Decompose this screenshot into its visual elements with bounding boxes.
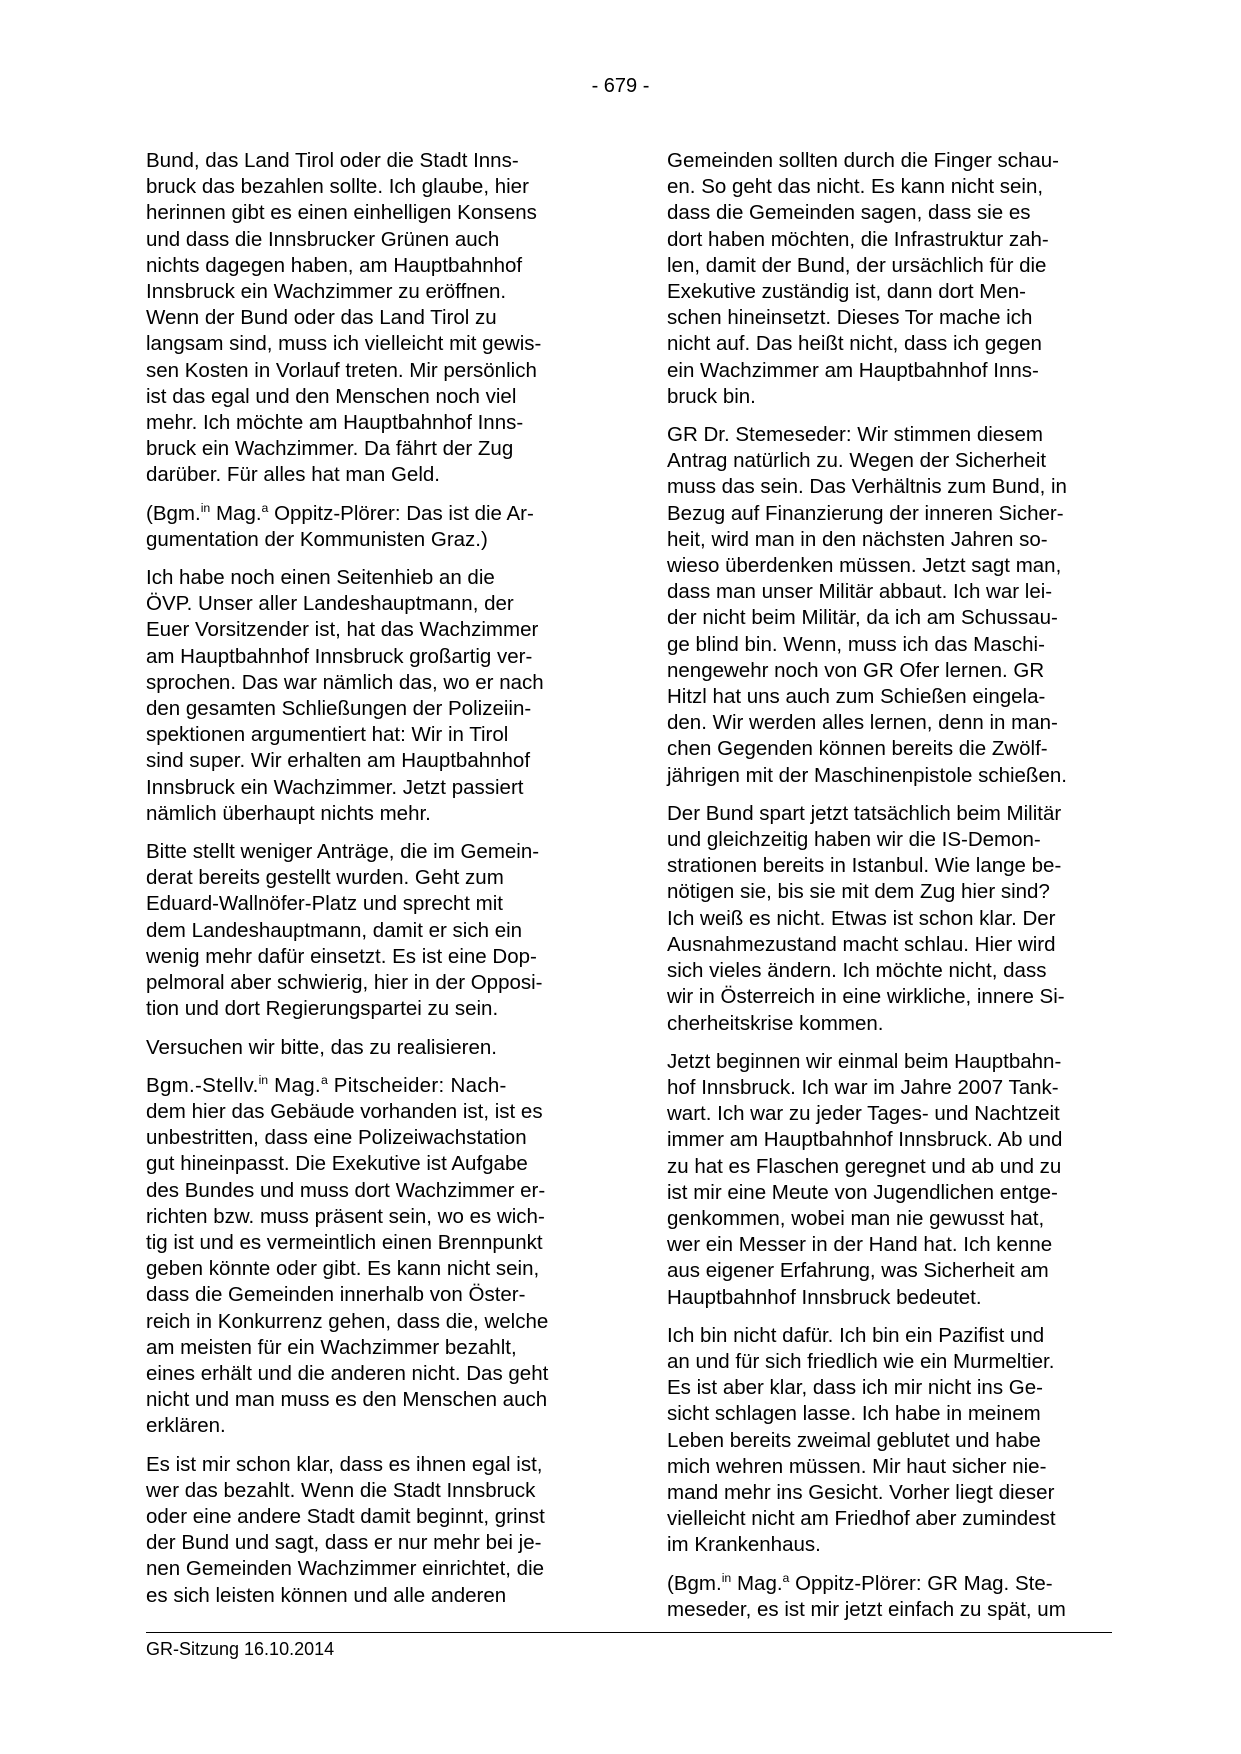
text-line: aus eigener Erfahrung, was Sicherheit am xyxy=(667,1259,1049,1283)
text-line: wer das bezahlt. Wenn die Stadt Innsbruck xyxy=(146,1478,536,1502)
text-line: und dass die Innsbrucker Grünen auch xyxy=(146,227,500,251)
text-line: nicht und man muss es den Menschen auch xyxy=(146,1388,548,1412)
text-line: Jetzt beginnen wir einmal beim Hauptbahn- xyxy=(667,1049,1062,1073)
text-line: spektionen argumentiert hat: Wir in Tirol xyxy=(146,723,509,747)
text-line: Wenn der Bund oder das Land Tirol zu xyxy=(146,306,497,330)
text-line: oder eine andere Stadt damit beginnt, grinst xyxy=(146,1504,545,1528)
text-line: chen Gegenden können bereits die Zwölf- xyxy=(667,737,1048,761)
text-line: mand mehr ins Gesicht. Vorher liegt dieser xyxy=(667,1480,1055,1504)
text-line: Innsbruck ein Wachzimmer. Jetzt passiert xyxy=(146,775,524,799)
interjection-paragraph: (Bgm.$^{in}$ Mag.$^a$ Oppitz-Plörer: GR Mag. Ste- meseder, es ist mir jetzt einfach zu spät, um xyxy=(667,1570,1066,1621)
page-number: - 679 - xyxy=(591,75,650,97)
text-line: schen hineinsetzt. Dieses Tor mache ich xyxy=(667,306,1033,330)
paragraph xyxy=(146,565,586,827)
text-line: nicht auf. Das heißt nicht, dass ich gegen xyxy=(667,332,1042,356)
text-line: herinnen gibt es einen einhelligen Konsens xyxy=(146,201,537,225)
text-line: den gesamten Schließungen der Polizeiin- xyxy=(146,697,532,721)
text-line: strationen bereits in Istanbul. Wie lange be- xyxy=(667,854,1062,878)
text-line: ist das egal und den Menschen noch viel xyxy=(146,384,517,408)
text-line: der nicht beim Militär, da ich am Schussau- xyxy=(667,606,1058,630)
text-line: Euer Vorsitzender ist, hat das Wachzimmer xyxy=(146,618,539,642)
text-line: hof Innsbruck. Ich war im Jahre 2007 Tank- xyxy=(667,1075,1059,1099)
text-line: tig ist und es vermeintlich einen Brennpunkt xyxy=(146,1230,543,1254)
text-line: wieso überdenken müssen. Jetzt sagt man, xyxy=(667,554,1062,578)
text-line: derat bereits gestellt wurden. Geht zum xyxy=(146,866,504,890)
text-line: dass die Gemeinden sagen, dass sie es xyxy=(667,201,1031,225)
text-line: bruck das bezahlen sollte. Ich glaube, hier xyxy=(146,175,529,199)
text-line: geben könnte oder gibt. Es kann nicht sein, xyxy=(146,1257,540,1281)
text-line: unbestritten, dass eine Polizeiwachstation xyxy=(146,1126,527,1150)
text-line: ÖVP. Unser aller Landeshauptmann, der xyxy=(146,592,514,616)
text-line: nen Gemeinden Wachzimmer einrichtet, die xyxy=(146,1557,545,1581)
text-line: dass man unser Militär abbaut. Ich war lei- xyxy=(667,580,1053,604)
text-line: Exekutive zuständig ist, dann dort Men- xyxy=(667,280,1026,304)
text-line: den. Wir werden alles lernen, denn in man- xyxy=(667,711,1058,735)
text-line: jährigen mit der Maschinenpistole schießen. xyxy=(667,763,1067,787)
right-column xyxy=(667,148,1107,1635)
text-line: gut hineinpasst. Die Exekutive ist Aufgabe xyxy=(146,1152,528,1176)
text-line: tion und dort Regierungspartei zu sein. xyxy=(146,997,499,1021)
text-line: Bund, das Land Tirol oder die Stadt Inns- xyxy=(146,149,519,172)
text-line: wer ein Messer in der Hand hat. Ich kenne xyxy=(667,1233,1053,1257)
text-line: pelmoral aber schwierig, hier in der Opposi- xyxy=(146,971,543,995)
text-line: dem hier das Gebäude vorhanden ist, ist es xyxy=(146,1099,543,1123)
text-line: nengewehr noch von GR Ofer lernen. GR xyxy=(667,658,1045,682)
text-line: Ich habe noch einen Seitenhieb an die xyxy=(146,566,495,590)
text-line: im Krankenhaus. xyxy=(667,1533,821,1557)
text-line: mich wehren müssen. Mir haut sicher nie- xyxy=(667,1454,1047,1478)
text-line: mehr. Ich möchte am Hauptbahnhof Inns- xyxy=(146,411,524,435)
paragraph xyxy=(146,1035,586,1061)
text-line: Antrag natürlich zu. Wegen der Sicherheit xyxy=(667,449,1047,473)
text-line: nichts dagegen haben, am Hauptbahnhof xyxy=(146,253,523,277)
text-line: Gemeinden sollten durch die Finger schau- xyxy=(667,149,1059,172)
text-line: bruck bin. xyxy=(667,384,756,408)
interjection-paragraph: (Bgm.$^{in}$ Mag.$^a$ Oppitz-Plörer: Das ist die Ar- gumentation der Kommunisten Graz.) xyxy=(146,500,534,551)
text-line: sind super. Wir erhalten am Hauptbahnhof xyxy=(146,749,531,773)
footer-rule xyxy=(146,1632,1112,1633)
text-line: es sich leisten können und alle anderen xyxy=(146,1583,507,1607)
text-line: Innsbruck ein Wachzimmer zu eröffnen. xyxy=(146,280,507,304)
text-line: dem Landeshauptmann, damit er sich ein xyxy=(146,918,523,942)
text-line: Versuchen wir bitte, das zu realisieren. xyxy=(146,1035,497,1059)
text-line: des Bundes und muss dort Wachzimmer er- xyxy=(146,1178,546,1202)
text-line: sen Kosten in Vorlauf treten. Mir persönlich xyxy=(146,358,537,382)
text-line: wir in Österreich in eine wirkliche, innere Si- xyxy=(667,985,1065,1009)
text-line: nämlich überhaupt nichts mehr. xyxy=(146,801,431,825)
text-line: Bezug auf Finanzierung der inneren Sicher- xyxy=(667,501,1064,525)
paragraph xyxy=(667,801,1107,1037)
text-line: Ich bin nicht dafür. Ich bin ein Pazifist und xyxy=(667,1323,1045,1347)
text-line: Hauptbahnhof Innsbruck bedeutet. xyxy=(667,1285,982,1309)
text-line: dort haben möchten, die Infrastruktur zah- xyxy=(667,227,1049,251)
text-line: an und für sich friedlich wie ein Murmeltier. xyxy=(667,1349,1055,1373)
text-line: cherheitskrise kommen. xyxy=(667,1011,884,1035)
speaker-paragraph xyxy=(667,422,1107,789)
text-line: wenig mehr dafür einsetzt. Es ist eine Dop- xyxy=(146,944,537,968)
text-line: sicht schlagen lasse. Ich habe in meinem xyxy=(667,1402,1041,1426)
text-line: wart. Ich war zu jeder Tages- und Nachtzeit xyxy=(667,1102,1060,1126)
text-line: sich vieles ändern. Ich möchte nicht, dass xyxy=(667,959,1047,983)
left-column xyxy=(146,148,586,1621)
paragraph xyxy=(146,839,586,1022)
text-line: ge blind bin. Wenn, muss ich das Maschi- xyxy=(667,632,1045,656)
text-line: genkommen, wobei man nie gewusst hat, xyxy=(667,1206,1045,1230)
text-line: immer am Hauptbahnhof Innsbruck. Ab und xyxy=(667,1128,1063,1152)
text-line: Ich weiß es nicht. Etwas ist schon klar. Der xyxy=(667,906,1056,930)
text-line: GR Dr. Stemeseder: Wir stimmen diesem xyxy=(667,423,1043,447)
paragraph xyxy=(146,1452,586,1609)
text-line: len, damit der Bund, der ursächlich für die xyxy=(667,253,1047,277)
text-line: erklären. xyxy=(146,1414,226,1438)
text-line: Es ist mir schon klar, dass es ihnen egal ist, xyxy=(146,1452,543,1476)
text-line: sprochen. Das war nämlich das, wo er nach xyxy=(146,670,544,694)
text-line: richten bzw. muss präsent sein, wo es wich- xyxy=(146,1204,545,1228)
text-line: Hitzl hat uns auch zum Schießen eingela- xyxy=(667,685,1046,709)
text-line: en. So geht das nicht. Es kann nicht sein, xyxy=(667,175,1044,199)
text-line: darüber. Für alles hat man Geld. xyxy=(146,463,440,487)
text-line: Eduard-Wallnöfer-Platz und sprecht mit xyxy=(146,892,503,916)
text-line: ist mir eine Meute von Jugendlichen entge- xyxy=(667,1180,1058,1204)
text-line: heit, wird man in den nächsten Jahren so- xyxy=(667,527,1048,551)
paragraph xyxy=(667,148,1107,410)
text-line: Es ist aber klar, dass ich mir nicht ins Ge- xyxy=(667,1376,1043,1400)
text-line: Leben bereits zweimal geblutet und habe xyxy=(667,1428,1041,1452)
text-line: muss das sein. Das Verhältnis zum Bund, in xyxy=(667,475,1067,499)
text-line: reich in Konkurrenz gehen, dass die, welche xyxy=(146,1309,549,1333)
text-line: bruck ein Wachzimmer. Da fährt der Zug xyxy=(146,437,514,461)
text-line: und gleichzeitig haben wir die IS-Demon- xyxy=(667,828,1041,852)
footer-text: GR-Sitzung 16.10.2014 xyxy=(146,1639,335,1659)
speaker-paragraph: Bgm.-Stellv.$^{in}$ Mag.$^a$ Pitscheider: Nach- dem hier das Gebäude vorhanden ist, ist es unbestritten, dass eine Polizeiwachstation gut hineinpasst. Die Exekutive ist Aufgabe des Bundes und muss dort Wachzimmer er- richten bzw. muss präsent sein, wo es wich- tig ist und es vermeintlich einen Brennpunkt geben könnte oder gibt. Es kann nicht sein, dass die Gemeinden innerhalb von Öster- reich in Konkurrenz gehen, dass die, welche am meisten für ein Wachzimmer bezahlt, eines erhält und die anderen nicht. Das geht nicht und man muss es den Menschen auch erklären. xyxy=(146,1073,586,1440)
text-line: zu hat es Flaschen geregnet und ab und zu xyxy=(667,1154,1062,1178)
text-line: dass die Gemeinden innerhalb von Öster- xyxy=(146,1283,526,1307)
text-line: ein Wachzimmer am Hauptbahnhof Inns- xyxy=(667,358,1039,382)
text-line: Bitte stellt weniger Anträge, die im Gemein- xyxy=(146,840,540,864)
text-line: Der Bund spart jetzt tatsächlich beim Militär xyxy=(667,801,1062,825)
text-line: am Hauptbahnhof Innsbruck großartig ver- xyxy=(146,644,533,668)
text-line: vielleicht nicht am Friedhof aber zumindest xyxy=(667,1507,1056,1531)
paragraph xyxy=(146,148,586,489)
paragraph xyxy=(667,1049,1107,1311)
text-line: Ausnahmezustand macht schlau. Hier wird xyxy=(667,932,1056,956)
paragraph xyxy=(667,1323,1107,1559)
text-line: eines erhält und die anderen nicht. Das geht xyxy=(146,1361,549,1385)
text-line: am meisten für ein Wachzimmer bezahlt, xyxy=(146,1335,517,1359)
text-line: nötigen sie, bis sie mit dem Zug hier sind? xyxy=(667,880,1050,904)
text-line: langsam sind, muss ich vielleicht mit gewis- xyxy=(146,332,542,356)
text-line: der Bund und sagt, dass er nur mehr bei je- xyxy=(146,1531,542,1555)
